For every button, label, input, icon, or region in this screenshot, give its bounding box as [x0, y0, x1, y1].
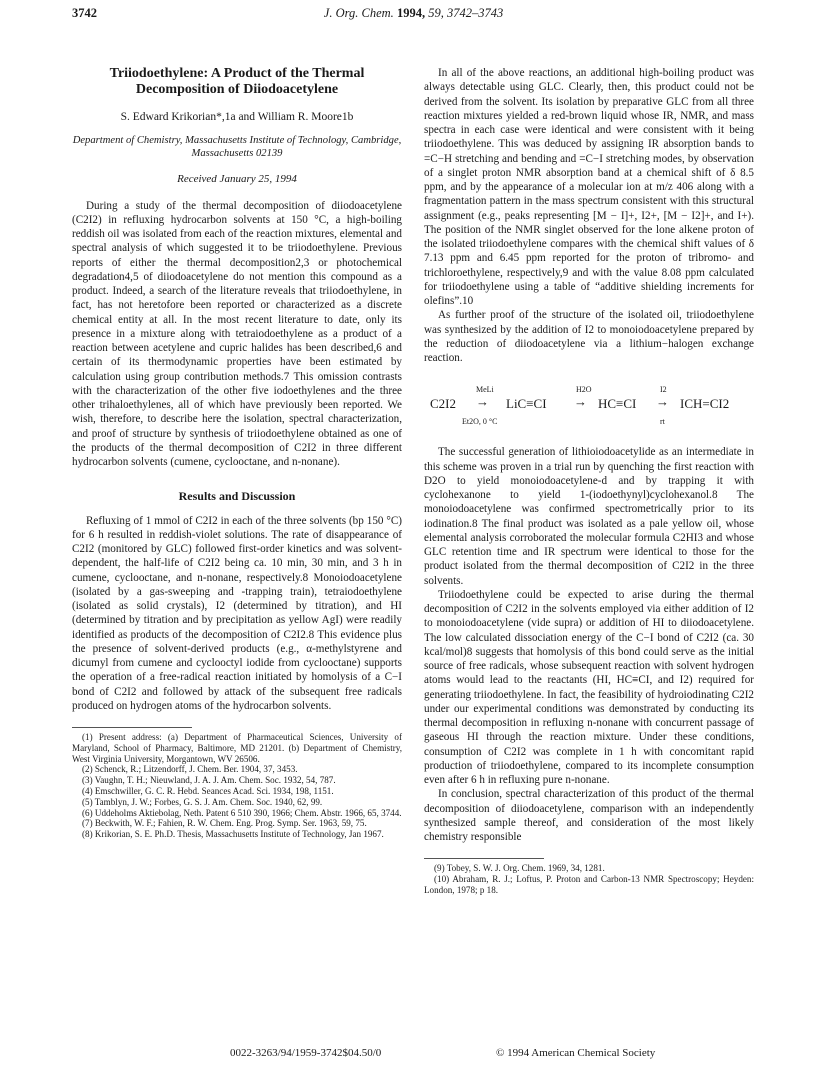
footnote: (2) Schenck, R.; Litzendorff, J. Chem. Ber. 1904, 37, 3453. [82, 764, 298, 775]
footnote: (10) Abraham, R. J.; Loftus, P. Proton and Carbon-13 NMR Spectroscopy; Heyden: London, 1978; p 18. [424, 874, 754, 895]
scheme-reagent-1: MeLi [476, 385, 494, 395]
scheme-reactant: C2I2 [430, 396, 456, 412]
footnote-rule [424, 858, 544, 859]
journal-citation [72, 6, 755, 21]
scheme-arrow-2: → [574, 394, 587, 410]
author-line: S. Edward Krikorian*,1a and William R. Moore1b [120, 111, 354, 123]
body-paragraph: As further proof of the structure of the isolated oil, triiodoethylene was synthesized by the addition of I2 to monoiodoacetylene prepared by the reduction of diiodoacetylene via a lithium−halogen exchange reaction. [424, 309, 754, 364]
running-header [72, 6, 755, 26]
received-date: Received January 25, 1994 [177, 173, 297, 186]
footnote: (6) Uddeholms Aktiebolag, Neth. Patent 6 510 390, 1966; Chem. Abstr. 1966, 65, 3744. [82, 807, 402, 818]
article-title: Triiodoethylene: A Product of the Thermal Decomposition of Diiodoacetylene [109, 66, 365, 97]
reaction-scheme [424, 371, 754, 437]
scheme-condition-3: rt [660, 417, 665, 427]
left-column [72, 66, 402, 840]
scheme-arrow-1: → [476, 394, 489, 410]
footnote: (5) Tamblyn, J. W.; Forbes, G. S. J. Am. Chem. Soc. 1940, 62, 99. [82, 796, 323, 807]
scheme-reagent-2: H2O [576, 385, 592, 395]
section-heading: Results and Discussion [178, 489, 296, 504]
body-paragraph: Triiodoethylene could be expected to arise during the thermal decomposition of C2I2 in the solvents employed via either addition of I2 to monoiodoacetylene (vide supra) or addition of HI to diiodoacetylene. The low calculated dissociation energy of the C−I bond of C2I2 (ca. 30 kcal/mol)8 suggests that homolysis of this bond could serve as the initial source of free radicals, whose subsequent reaction with solvent hydrogen atoms would lead to the reactants (HI, HC≡CI, and I2) required for generating triiodoethylene. In fact, the feasibility of hydroiodinating C2I2 under our experimental conditions was demonstrated by conducting its thermal decomposition in refluxing n-nonane with concurrent passage of gaseous HI through the reaction mixture. Under these conditions, consumption of C2I2 was complete in 1 h with concomitant rapid production of triiodoethylene, compared to its incomplete consumption even after 6 h in refluxing pure n-nonane. [424, 588, 754, 786]
intro-paragraph: During a study of the thermal decomposition of diiodoacetylene (C2I2) in refluxing hydrocarbon solvents at 150 °C, a high-boiling reddish oil was isolated from each of the reaction mixtures, elemental and spectral analysis of which suggested it to be triiodoethylene. Previous reports of either the thermal decomposition2,3 or photochemical degradation4,5 of diiodoacetylene do not mention this compound as a product. Indeed, a search of the literature reveals that triiodoethylene, in fact, has not heretofore been reported or characterized as a discrete chemical entity at all. In the most recent literature to date, only its presence in a mixture along with tetraiodoethylene as a product of a reaction between acetylene and cupric halides has been described,6 and certain of its thermodynamic properties have been estimated by calculation using group contribution methods.7 This omission contrasts with the characterization of the other five iodoethylenes and the three other trihaloethylenes, all of which have previously been reported. We wish, therefore, to describe here the isolation, spectral characterization, and proof of structure by synthesis of triiodoethylene obtained as one of the products of the thermal decomposition of C2I2 in three different hydrocarbon solvents (cumene, cyclooctane, and n-nonane). [72, 199, 402, 468]
journal-pages: 3742–3743 [446, 6, 504, 20]
scheme-reagent-3: I2 [660, 385, 667, 395]
scheme-product: ICH=CI2 [680, 396, 730, 412]
right-column [424, 66, 754, 896]
footnote: (4) Emschwiller, G. C. R. Hebd. Seances Acad. Sci. 1934, 198, 1151. [82, 785, 334, 796]
footnote: (8) Krikorian, S. E. Ph.D. Thesis, Massachusetts Institute of Technology, Jan 1967. [82, 829, 384, 840]
results-paragraph: Refluxing of 1 mmol of C2I2 in each of the three solvents (bp 150 °C) for 6 h resulted in reddish-violet solutions. The rate of disappearance of C2I2 (monitored by GLC) followed first-order kinetics and was solvent-dependent, the half-life of C2I2 being ca. 10 min, 30 min, and 3 h in cumene, cyclooctane, and n-nonane, respectively.8 Monoiodoacetylene (isolated by a gas-sweeping and -trapping train), tetraiodoethylene (isolated as solid crystals), I2 (determined by titration), and HI (determined by titration and by precipitation as yellow AgI) were readily identified as products of the decomposition of C2I2.8 This evidence plus the presence of solvent-derived products (e.g., α-methylstyrene and dicumyl from cumene and cyclooctyl iodide from cyclooctane) supports the operation of a free-radical reaction initiated by homolysis of a C−I bond of C2I2 and followed by attack of the subsequent free radicals produced on hydrogen atoms of the hydrocarbon solvents. [72, 514, 402, 712]
affiliation: Department of Chemistry, Massachusetts Institute of Technology, Cambridge, Massachusetts 02139 [72, 135, 402, 160]
body-paragraph: In all of the above reactions, an additional high-boiling product was always detectable using GLC. Clearly, then, this product could not be derived from the solvent. Its isolation by preparative GLC from all three reaction mixtures yielded a red-brown liquid whose IR, NMR, and mass spectra in each case were identical and were consistent with it being triiodoethylene. This was deduced by assigning IR absorption bands to =C−H stretching and bending and =C−I stretching modes, by observation of a singlet proton NMR absorption band at a chemical shift of δ 8.5 ppm, and by the appearance of a molecular ion at m/z 406 along with a fragmentation pattern in the mass spectrum consistent with this structural assignment (e.g., peaks representing [M − I]+, I2+, [M − I2]+, and I+). The position of the NMR singlet observed for the lone alkene proton of the isolated triiodoethylene compares with the chemical shift values of δ 7.13 ppm and 6.45 ppm reported for the proton of tribromo- and trichloroethylene, respectively,9 and with the value 8.08 ppm calculated for triiodoethylene using a table of “additive shielding increments for olefins”.10 [424, 67, 754, 307]
journal-year: 1994, [396, 6, 426, 20]
scheme-intermediate-1: LiC≡CI [506, 396, 547, 412]
body-paragraph: In conclusion, spectral characterization of this product of the thermal decomposition of diiodoacetylene, comparison with an independently synthesized sample thereof, and consideration of the most likely chemistry responsible [424, 788, 754, 843]
footnote: (1) Present address: (a) Department of Pharmaceutical Sciences, University of Maryland, School of Pharmacy, Baltimore, MD 21201. (b) Department of Chemistry, West Virginia University, Morgantown, WV 26506. [72, 732, 402, 764]
journal-name: J. Org. Chem. [323, 6, 394, 20]
scheme-arrow-3: → [656, 394, 669, 410]
footnote: (7) Beckwith, W. F.; Fahien, R. W. Chem. Eng. Prog. Symp. Ser. 1963, 59, 75. [82, 818, 367, 829]
page-number: 3742 [72, 6, 97, 20]
article-code: 0022-3263/94/1959-3742$04.50/0 [230, 1047, 382, 1059]
footnote-rule [72, 727, 192, 728]
footnote: (3) Vaughn, T. H.; Nieuwland, J. A. J. Am. Chem. Soc. 1932, 54, 787. [82, 775, 336, 786]
footnote: (9) Tobey, S. W. J. Org. Chem. 1969, 34, 1281. [434, 863, 605, 874]
copyright: © 1994 American Chemical Society [496, 1047, 656, 1059]
body-paragraph: The successful generation of lithioiodoacetylide as an intermediate in this scheme was proven in a trial run by quenching the first reaction with D2O to yield monoiodoacetylene-d and by trapping it with cyclohexanone to yield 1-(iodoethynyl)cyclohexanol.8 The monoiodoacetylene was confirmed spectrometrically prior to its iodination.8 The final product was isolated as a pale yellow oil, whose elemental analysis corroborated the molecular formula C2HI3 and whose GLC retention time and IR spectrum were identical to those for the product isolated from the thermal decomposition of C2I2 in the three solvents. [424, 446, 754, 587]
scheme-intermediate-2: HC≡CI [598, 396, 637, 412]
journal-volume: 59, [428, 6, 444, 20]
scheme-condition-1: Et2O, 0 °C [462, 417, 498, 427]
